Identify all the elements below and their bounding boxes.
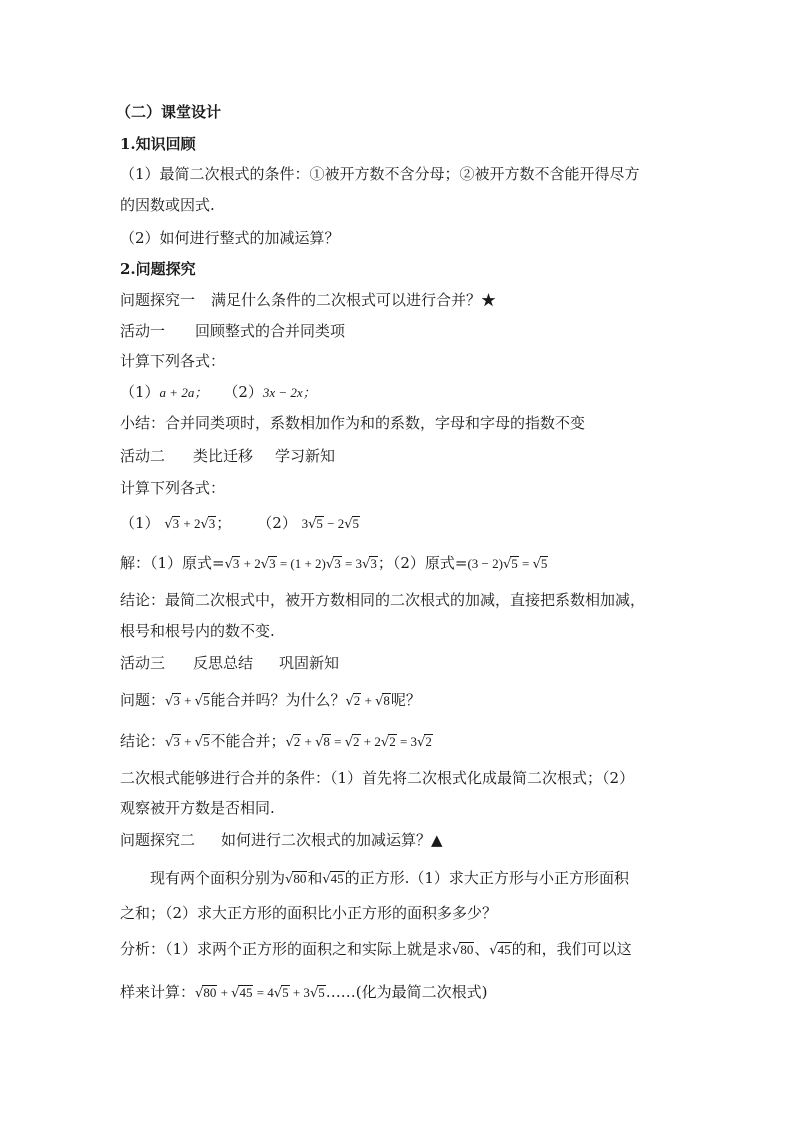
analysis2-text-b: ……(化为最简二次根式) — [325, 983, 488, 1001]
act2-item2-num: （2） — [257, 514, 297, 532]
calc-label-2: 计算下列各式： — [120, 479, 226, 497]
s1-paragraph-1-line-2: 的因数或因式. — [120, 196, 215, 214]
q1-label: 问题探究一 — [120, 291, 196, 309]
act3-text-2: 巩固新知 — [279, 654, 340, 672]
analysis-line-2 — [120, 982, 487, 1004]
q2-text: 如何进行二次根式的加减运算？▲ — [221, 831, 443, 849]
act1-item2-expr: 3x − 2x； — [262, 385, 316, 400]
analysis-expr-1: √80 — [452, 942, 474, 958]
condition-line-2: 观察被开方数是否相同. — [120, 799, 275, 817]
act2-item1-expr: √3 + 2√3 — [164, 516, 216, 532]
act1-item2-num: （2） — [223, 383, 263, 401]
act2-item1-num: （1） — [120, 514, 160, 532]
conclusion-2 — [120, 731, 433, 753]
s1-paragraph-2: （2）如何进行整式的加减运算？ — [120, 229, 340, 247]
summary: 小结：合并同类项时，系数相加作为和的系数，字母和字母的指数不变 — [120, 414, 586, 432]
q2-label: 问题探究二 — [120, 831, 196, 849]
conclusion-1-line-1: 结论：最简二次根式中，被开方数相同的二次根式的加减，直接把系数相加减， — [120, 591, 646, 609]
act3-text-1: 反思总结 — [193, 654, 254, 672]
act2-text-2: 学习新知 — [275, 447, 336, 465]
concl2-expr-1: √3 + √5 — [165, 734, 210, 750]
concl2-label: 结论： — [120, 732, 166, 750]
analysis-text-b: 、 — [474, 940, 490, 958]
act1-text: 回顾整式的合并同类项 — [195, 322, 346, 340]
problem-text-b: 和 — [307, 869, 323, 887]
solution-expr-2: (3 − 2)√5 = √5 — [467, 556, 548, 572]
act2-label: 活动二 — [120, 447, 166, 465]
analysis-line-1 — [120, 939, 632, 961]
act2-semicolon: ； — [216, 514, 232, 532]
solution-mid: ；（2）原式= — [377, 554, 468, 572]
concl2-text: 不能合并； — [210, 732, 286, 750]
act1-label: 活动一 — [120, 322, 166, 340]
solution-expr-1: √3 + 2√3 = (1 + 2)√3 = 3√3 — [224, 556, 377, 572]
problem-text-c: 的正方形.（1）求大正方形与小正方形面积 — [344, 869, 629, 887]
act1-item1-expr: a + 2a； — [159, 385, 208, 400]
question-expr-1: √3 + √5 — [165, 693, 210, 709]
act1-item1-num: （1） — [120, 383, 160, 401]
question-explore-2 — [120, 830, 443, 850]
problem-line-1 — [150, 868, 629, 890]
section-2-title: 2.问题探究 — [120, 260, 196, 278]
solution-label: 解：（1）原式= — [120, 554, 225, 572]
question — [120, 690, 421, 712]
question-explore-1 — [120, 290, 496, 310]
section-1-title: 1.知识回顾 — [120, 135, 196, 153]
question-text-1: 能合并吗？为什么？ — [210, 691, 346, 709]
problem-expr-1: √80 — [285, 871, 307, 887]
act2-exercises — [120, 513, 360, 535]
analysis2-expr: √80 + √45 = 4√5 + 3√5 — [195, 985, 325, 1001]
calc-label-1: 计算下列各式： — [120, 352, 226, 370]
question-expr-2: √2 + √8 — [345, 693, 390, 709]
activity-1 — [120, 321, 345, 341]
q1-text: 满足什么条件的二次根式可以进行合并？★ — [211, 291, 497, 309]
solution — [120, 553, 548, 575]
conclusion-1-line-2: 根号和根号内的数不变. — [120, 622, 275, 640]
problem-text-a: 现有两个面积分别为 — [150, 869, 286, 887]
question-text-2: 呢？ — [390, 691, 421, 709]
condition-line-1: 二次根式能够进行合并的条件：（1）首先将二次根式化成最简二次根式；（2） — [120, 769, 635, 787]
analysis-text-a: 分析：（1）求两个正方形的面积之和实际上就是求 — [120, 940, 453, 958]
analysis2-text-a: 样来计算： — [120, 983, 196, 1001]
question-label: 问题： — [120, 691, 166, 709]
act3-label: 活动三 — [120, 654, 166, 672]
problem-line-2: 之和；（2）求大正方形的面积比小正方形的面积多多少？ — [120, 904, 498, 922]
activity-3 — [120, 653, 339, 673]
act2-item2-expr: 3√5 − 2√5 — [301, 516, 360, 532]
analysis-expr-2: √45 — [489, 942, 511, 958]
s1-paragraph-1-line-1: （1）最简二次根式的条件：①被开方数不含分母；②被开方数不含能开得尽方 — [120, 165, 640, 183]
activity-2 — [120, 446, 335, 466]
problem-expr-2: √45 — [322, 871, 344, 887]
concl2-expr-2: √2 + √8 = √2 + 2√2 = 3√2 — [285, 734, 432, 750]
section-title: （二）课堂设计 — [116, 103, 222, 121]
analysis-text-c: 的和，我们可以这 — [511, 940, 632, 958]
act1-exercises — [120, 382, 316, 403]
act2-text-1: 类比迁移 — [193, 447, 254, 465]
